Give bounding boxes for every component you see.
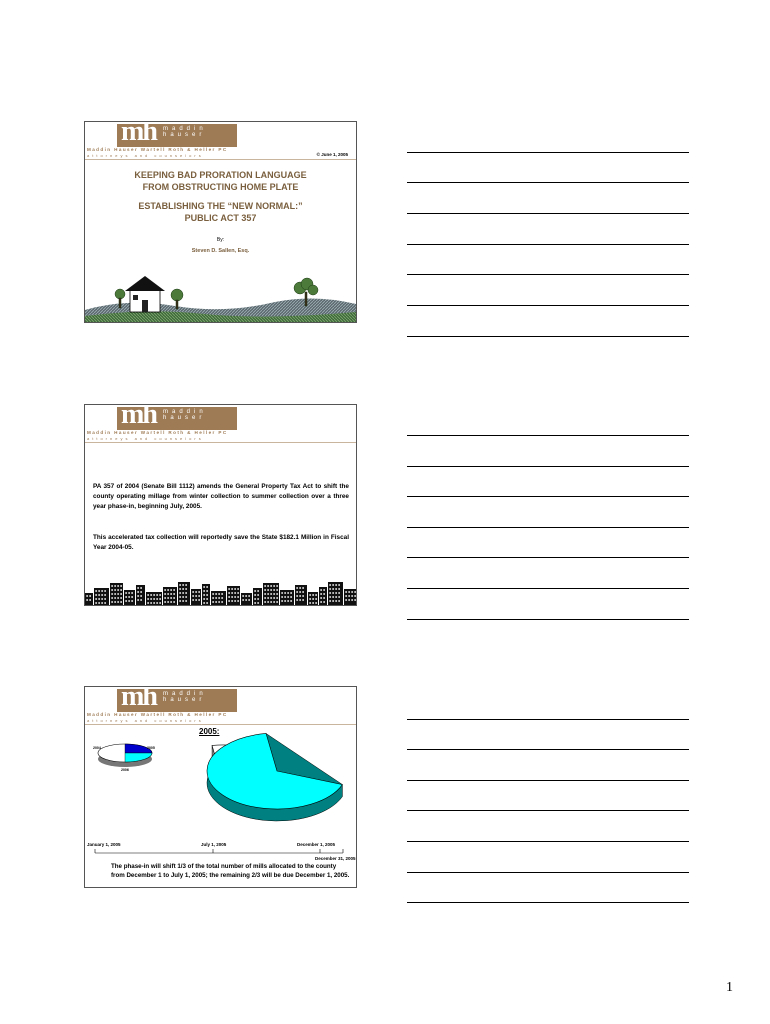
- small-pie-label-2004: 2004: [93, 746, 101, 750]
- timeline-label-end: December 31, 2005: [315, 856, 356, 861]
- note-line: [407, 619, 689, 620]
- logo-letters: mh: [121, 121, 156, 147]
- chart-caption: The phase-in will shift 1/3 of the total number of mills allocated to the county from December 1 to July 1, 2005; the remaining 2/3 will be due December 1, 2005.: [111, 863, 350, 879]
- firm-header: [85, 405, 356, 442]
- logo-letters: mh: [121, 404, 156, 430]
- firm-tagline: attorneys and counselors: [87, 718, 204, 723]
- timeline-label-dec1: December 1, 2005: [297, 842, 336, 847]
- house-icon: [125, 276, 165, 312]
- logo-wordmark: maddin hauser: [163, 409, 207, 421]
- note-line: [407, 872, 689, 873]
- paragraph-1: PA 357 of 2004 (Senate Bill 1112) amends the General Property Tax Act to shift the county operating millage from winter collection to summer collection over a three year phase-in, beginning July, 2005.: [93, 483, 349, 510]
- firm-name: Maddin Hauser Wartell Roth & Heller PC: [87, 712, 228, 717]
- note-line: [407, 557, 689, 558]
- page-number: 1: [726, 980, 733, 995]
- logo-letters: mh: [121, 686, 156, 712]
- header-rule: [85, 159, 356, 160]
- slide-date: © June 1, 2005: [316, 152, 348, 157]
- slide-2: [84, 404, 357, 606]
- note-line: [407, 305, 689, 306]
- subtitle-line-1: ESTABLISHING THE “NEW NORMAL:”: [138, 201, 303, 211]
- chart-title: 2005:: [199, 727, 220, 736]
- note-line: [407, 749, 689, 750]
- timeline: [95, 849, 343, 853]
- small-pie-label-2005: 2005: [147, 746, 155, 750]
- note-line: [407, 810, 689, 811]
- header-rule: [85, 442, 356, 443]
- note-line: [407, 435, 689, 436]
- timeline-label-start: January 1, 2005: [87, 842, 121, 847]
- note-line: [407, 274, 689, 275]
- firm-name: Maddin Hauser Wartell Roth & Heller PC: [87, 147, 228, 152]
- firm-tagline: attorneys and counselors: [87, 436, 204, 441]
- note-line: [407, 182, 689, 183]
- note-line: [407, 152, 689, 153]
- slide-3: [84, 686, 357, 888]
- note-line: [407, 244, 689, 245]
- small-pie: [98, 744, 152, 767]
- author-name: Steven D. Sallen, Esq.: [191, 248, 250, 254]
- firm-header: [85, 122, 356, 159]
- big-pie: [207, 733, 342, 821]
- note-line: [407, 466, 689, 467]
- note-line: [407, 527, 689, 528]
- title-line-1: KEEPING BAD PRORATION LANGUAGE: [134, 170, 307, 180]
- note-line: [407, 496, 689, 497]
- landscape-illustration: [85, 268, 356, 323]
- slide-1: [84, 121, 357, 323]
- firm-logo: [117, 404, 237, 430]
- title-line-2: FROM OBSTRUCTING HOME PLATE: [142, 182, 299, 192]
- subtitle-line-2: PUBLIC ACT 357: [184, 213, 257, 223]
- logo-wordmark: maddin hauser: [163, 126, 207, 138]
- note-line: [407, 336, 689, 337]
- paragraph-2: This accelerated tax collection will reportedly save the State $182.1 Million in Fiscal Year 2004-05.: [93, 534, 349, 551]
- small-pie-label-2006: 2006: [121, 768, 129, 772]
- firm-logo: [117, 121, 237, 147]
- skyline-illustration: [85, 577, 356, 605]
- logo-wordmark: maddin hauser: [163, 691, 207, 703]
- note-line: [407, 213, 689, 214]
- note-line: [407, 719, 689, 720]
- note-line: [407, 780, 689, 781]
- firm-name: Maddin Hauser Wartell Roth & Heller PC: [87, 430, 228, 435]
- note-line: [407, 841, 689, 842]
- note-line: [407, 588, 689, 589]
- note-line: [407, 902, 689, 903]
- pie-chart: [85, 687, 356, 857]
- by-label: By:: [216, 237, 225, 243]
- firm-tagline: attorneys and counselors: [87, 153, 204, 158]
- timeline-label-mid: July 1, 2005: [201, 842, 227, 847]
